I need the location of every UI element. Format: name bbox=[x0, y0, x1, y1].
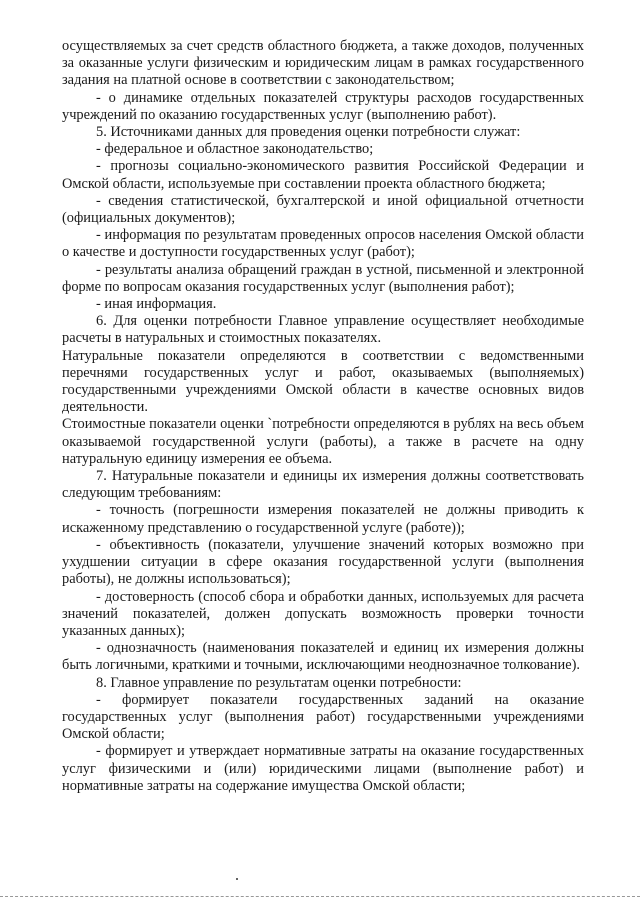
paragraph-bullet-forms-indicators: - формирует показатели государственных заданий на оказание государственных услуг (выполнения работ) государственными учреждениями Омской области; bbox=[62, 691, 584, 743]
scan-edge-line bbox=[0, 896, 640, 897]
scan-speck bbox=[236, 878, 238, 880]
paragraph-section-7: 7. Натуральные показатели и единицы их измерения должны соответствовать следующим требованиям: bbox=[62, 468, 584, 502]
paragraph-bullet-forecasts: - прогнозы социально-экономического развития Российской Федерации и Омской области, используемые при составлении проекта областного бюджета; bbox=[62, 158, 584, 192]
paragraph-section-8: 8. Главное управление по результатам оценки потребности: bbox=[96, 674, 462, 691]
paragraph-natural-indicators: Натуральные показатели определяются в соответствии с ведомственными перечнями государственных услуг и работ, оказываемых (выполняемых) государственными учреждениями Омской области в качестве основных видов деятельности. bbox=[62, 347, 584, 416]
paragraph-bullet-accuracy: - точность (погрешности измерения показателей не должны приводить к искаженному представлению о государственной услуге (работе)); bbox=[62, 502, 584, 536]
paragraph-section-6: 6. Для оценки потребности Главное управление осуществляет необходимые расчеты в натуральных и стоимостных показателях. bbox=[62, 313, 584, 347]
paragraph-bullet-legislation: - федеральное и областное законодательство; bbox=[96, 141, 374, 158]
paragraph-bullet-surveys: - информация по результатам проведенных опросов населения Омской области о качестве и доступности государственных услуг (работ); bbox=[62, 227, 584, 261]
paragraph-bullet-statistics: - сведения статистической, бухгалтерской и иной официальной отчетности (официальных документов); bbox=[62, 192, 584, 227]
paragraph-bullet-unambiguity: - однозначность (наименования показателей и единиц их измерения должны быть логичными, краткими и точными, исключающими неоднозначное толкование). bbox=[62, 640, 584, 674]
paragraph-bullet-reliability: - достоверность (способ сбора и обработки данных, используемых для расчета значений показателей, должен допускать возможность проверки точности указанных данных); bbox=[62, 588, 584, 639]
paragraph-bullet-expense-dynamics: - о динамике отдельных показателей структуры расходов государственных учреждений по оказанию государственных услуг (выполнению работ). bbox=[62, 89, 584, 123]
paragraph-bullet-other: - иная информация. bbox=[96, 296, 217, 313]
paragraph-bullet-normative-costs: - формирует и утверждает нормативные затраты на оказание государственных услуг физическими и (или) юридическими лицами (выполнение работ) и нормативные затраты на содержание имущества Омской области; bbox=[62, 743, 584, 794]
document-page bbox=[62, 38, 584, 795]
paragraph-bullet-appeals: - результаты анализа обращений граждан в устной, письменной и электронной форме по вопросам оказания государственных услуг (выполнения работ); bbox=[62, 261, 584, 295]
paragraph-cost-indicators: Стоимостные показатели оценки `потребности определяются в рублях на весь объем оказываемой государственной услуги (работы), а также в расчете на одну натуральную единицу измерения ее объема. bbox=[62, 416, 584, 467]
paragraph-bullet-objectivity: - объективность (показатели, улучшение значений которых возможно при ухудшении ситуации в сфере оказания государственной услуги (выполнения работы), не должны использоваться); bbox=[62, 536, 584, 588]
paragraph-section-5: 5. Источниками данных для проведения оценки потребности служат: bbox=[96, 124, 521, 141]
paragraph-continuation: осуществляемых за счет средств областного бюджета, а также доходов, полученных за оказанные услуги физическим и юридическим лицам в рамках государственного задания на платной основе в соответствии с законодательством; bbox=[62, 38, 584, 89]
